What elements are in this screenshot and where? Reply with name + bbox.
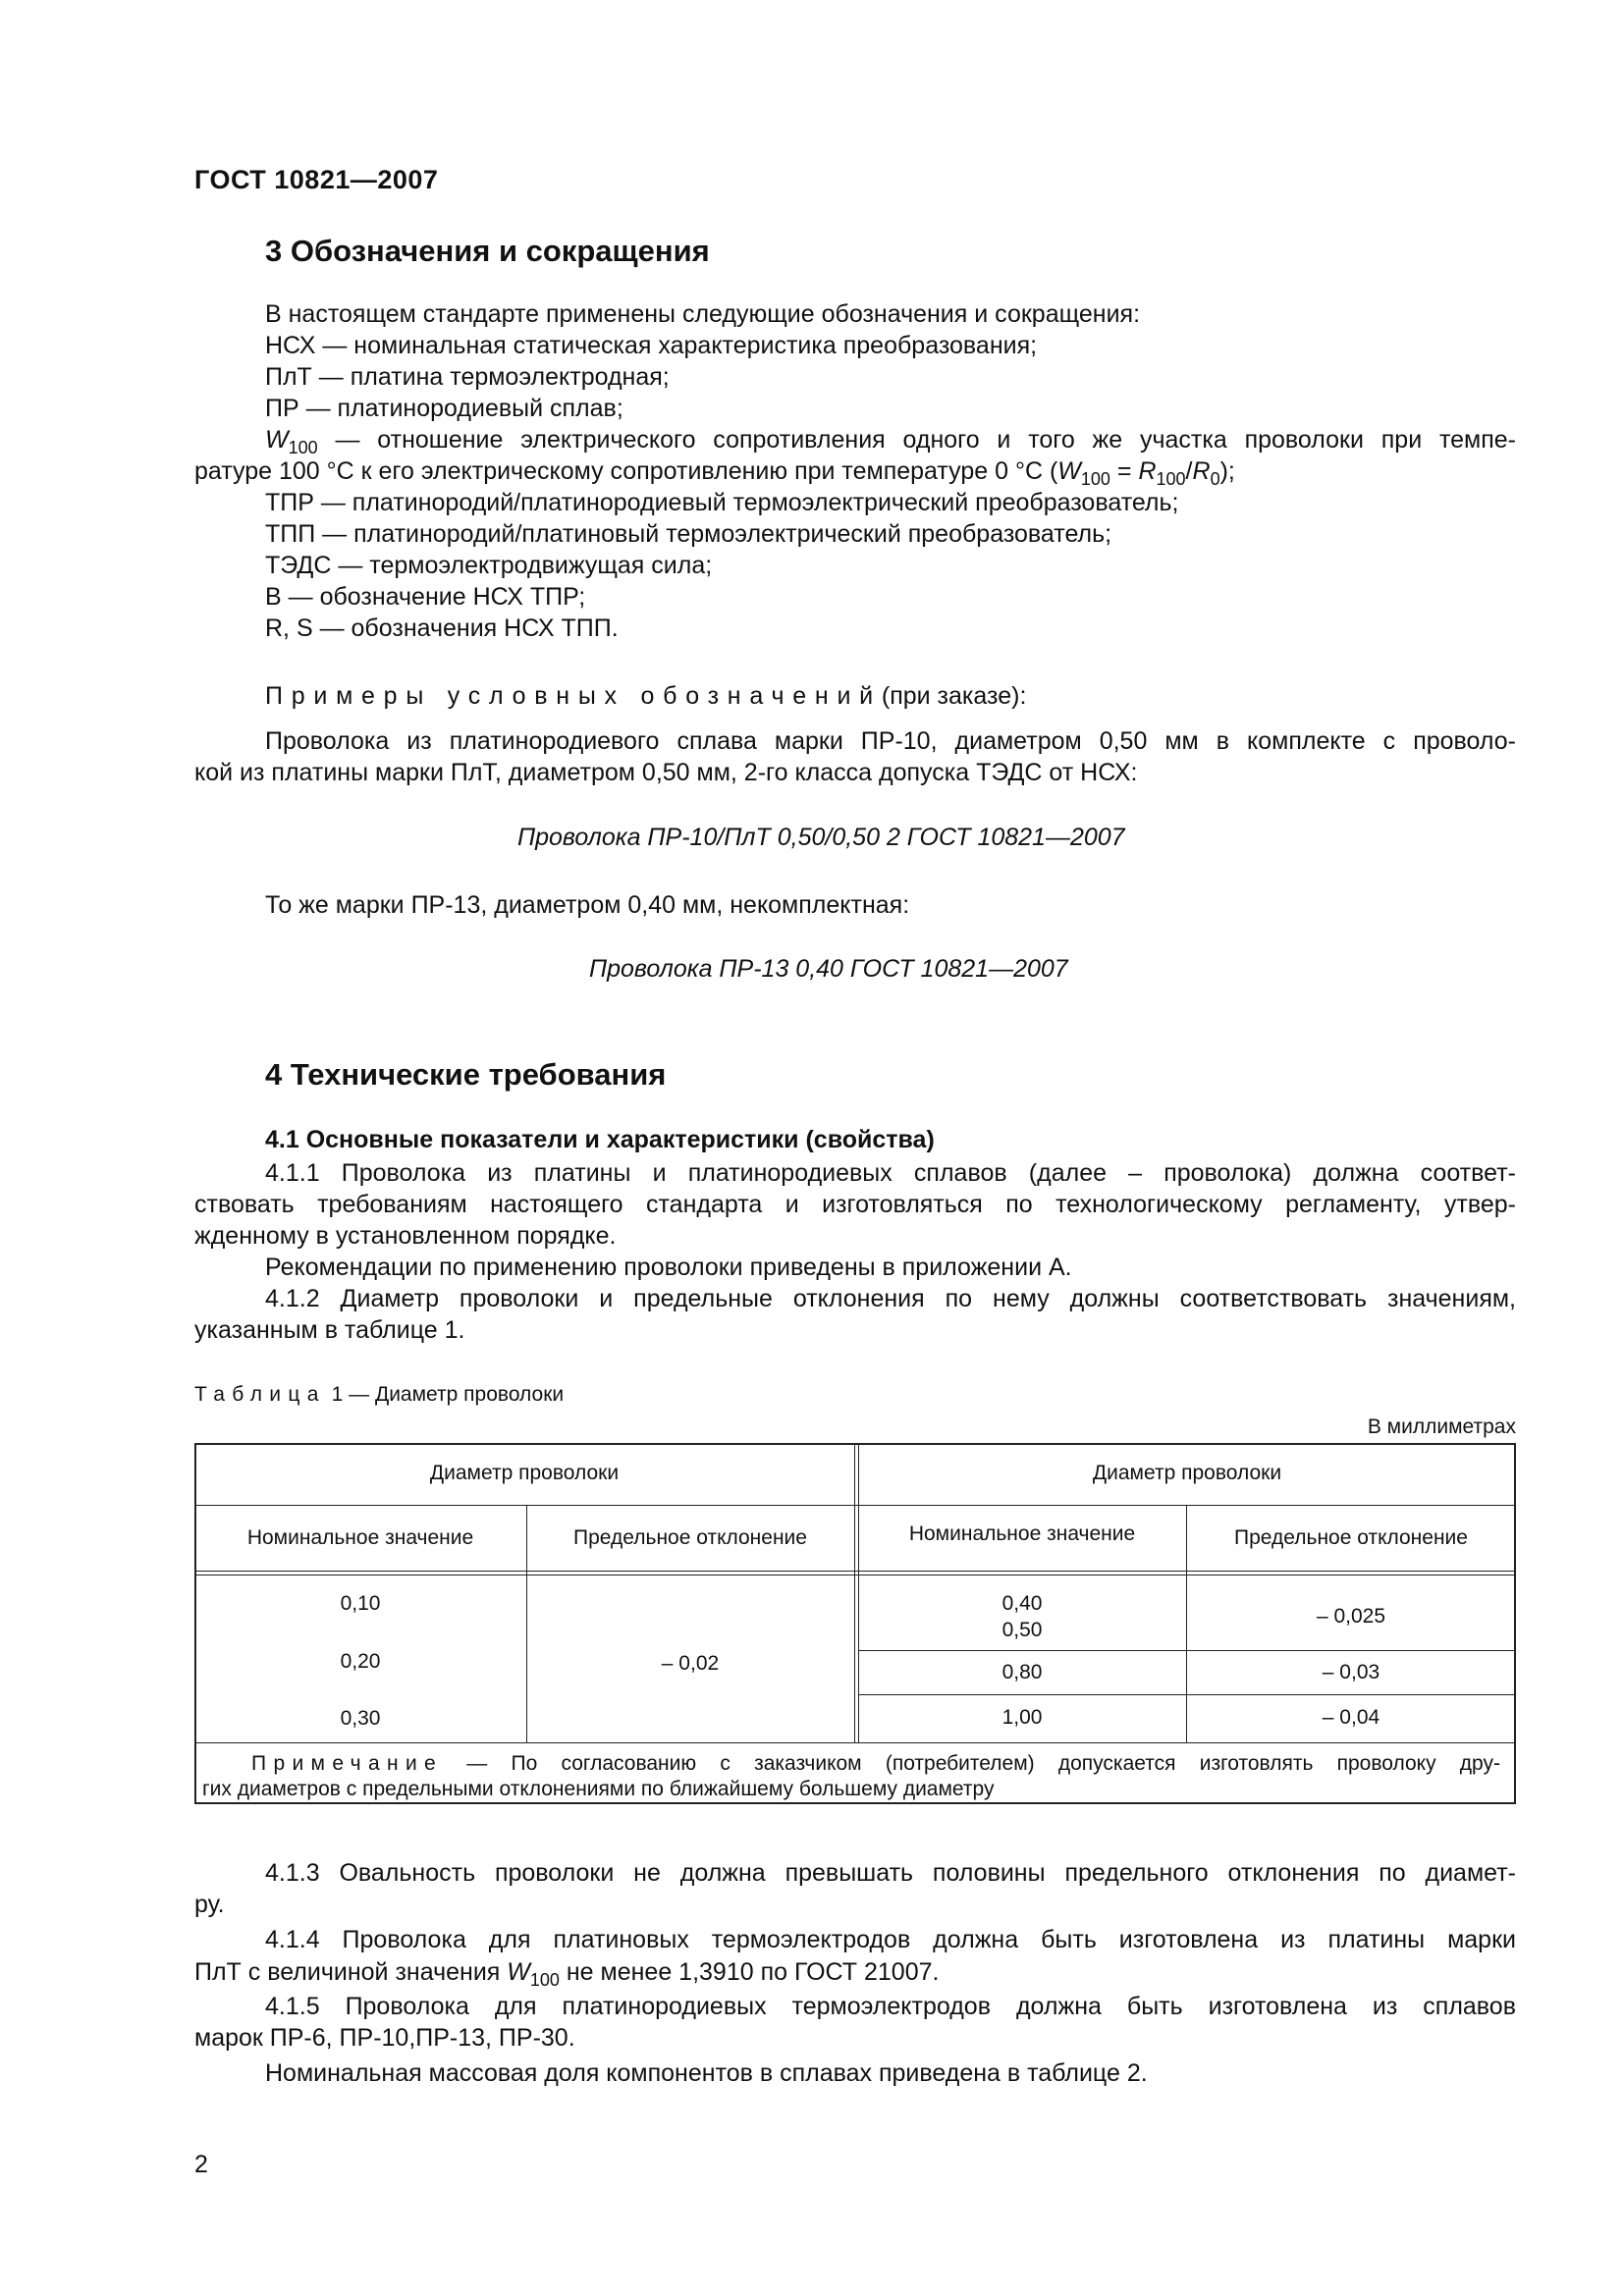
group-header-left: Диаметр проволоки [429, 1462, 620, 1484]
right-deviation-2: – 0,03 [1322, 1661, 1380, 1683]
def-nsx: НСХ — номинальная статическая характеристика преобразования; [265, 332, 1038, 359]
table-border-left [194, 1443, 196, 1804]
left-nominal-1: 0,10 [340, 1592, 381, 1615]
p411-line3: жденному в установленном порядке. [194, 1222, 617, 1250]
table-border-bottom [194, 1802, 1516, 1804]
col-nominal-right: Номинальное значение [908, 1522, 1136, 1545]
left-deviation: – 0,02 [661, 1652, 720, 1675]
def-teds: ТЭДС — термоэлектродвижущая сила; [265, 552, 713, 579]
p412-line2: указанным в таблице 1. [194, 1316, 465, 1344]
table-border-top [194, 1443, 1516, 1445]
def-w100-line2: ратуре 100 °С к его электрическому сопротивлению при температуре 0 °С $(W_{100} = R_{100}/R_0)$; [194, 457, 1235, 489]
left-nominal-2: 0,20 [340, 1650, 381, 1673]
left-nominal-3: 0,30 [340, 1707, 381, 1730]
table-divider-a [854, 1443, 855, 1743]
p413-line1: 4.1.3 Овальность проволоки не должна превышать половины предельного отклонения по диамет- [265, 1859, 1516, 1887]
table-note-line2: гих диаметров с предельными отклонениями по ближайшему большему диаметру [202, 1778, 995, 1800]
p415-line2: марок ПР-6, ПР-10,ПР-13, ПР-30. [194, 2024, 575, 2052]
group-header-right: Диаметр проволоки [1092, 1462, 1282, 1484]
right-deviation-3: – 0,04 [1322, 1706, 1380, 1729]
example1-code: Проволока ПР-10/ПлТ 0,50/0,50 2 ГОСТ 10821—2007 [517, 824, 1125, 851]
example1-line1: Проволока из платинородиевого сплава марки ПР-10, диаметром 0,50 мм в комплекте с проволо- [265, 727, 1516, 755]
def-rs: R, S — обозначения НСХ ТПП. [265, 614, 619, 642]
p-recommendations: Рекомендации по применению проволоки приведены в приложении А. [265, 1254, 1072, 1281]
section-3-title: 3 Обозначения и сокращения [265, 234, 710, 268]
table-caption: Таблица 1 — Диаметр проволоки [194, 1383, 565, 1406]
right-nominal-3: 1,00 [1001, 1706, 1043, 1729]
example2-line: То же марки ПР-13, диаметром 0,40 мм, некомплектная: [265, 891, 910, 919]
def-b: В — обозначение НСХ ТПР; [265, 583, 586, 611]
col-deviation-left: Предельное отклонение [573, 1526, 807, 1549]
sec3-intro: В настоящем стандарте применены следующие обозначения и сокращения: [265, 300, 1141, 328]
section-4-title: 4 Технические требования [265, 1057, 667, 1092]
right-nominal-1a: 0,40 [1001, 1592, 1043, 1615]
def-w100-line1: $W_{100}$ — отношение электрического сопротивления одного и того же участка проволоки при темпе- [265, 426, 1516, 457]
p-mass-fraction: Номинальная массовая доля компонентов в сплавах приведена в таблице 2. [265, 2059, 1148, 2087]
def-plt: ПлТ — платина термоэлектродная; [265, 363, 670, 391]
document-code: ГОСТ 10821—2007 [194, 165, 439, 194]
right-deviation-1: – 0,025 [1316, 1605, 1386, 1628]
table-units: В миллиметрах [1367, 1415, 1516, 1438]
page-number: 2 [194, 2151, 208, 2178]
right-nominal-1b: 0,50 [1001, 1619, 1043, 1641]
p413-line2: ру. [194, 1891, 225, 1918]
table-hline-r1 [858, 1650, 1516, 1651]
table-hline-1 [194, 1505, 1516, 1506]
def-pr: ПР — платинородиевый сплав; [265, 395, 623, 422]
p414-line2: ПлТ с величиной значения $W_{100}$ не менее 1,3910 по ГОСТ 21007. [194, 1958, 940, 1990]
diameter-table [194, 1443, 1516, 1804]
def-tpp: ТПП — платинородий/платиновый термоэлектрический преобразователь; [265, 520, 1112, 548]
example1-line2: кой из платины марки ПлТ, диаметром 0,50 мм, 2-го класса допуска ТЭДС от НСХ: [194, 759, 1138, 786]
p412-line1: 4.1.2 Диаметр проволоки и предельные отклонения по нему должны соответствовать значениям, [265, 1285, 1516, 1312]
col-deviation-right: Предельное отклонение [1234, 1526, 1468, 1549]
table-hline-2a [194, 1571, 1516, 1572]
p411-line2: ствовать требованиям настоящего стандарта и изготовляться по технологическому регламенту, утвер- [194, 1191, 1516, 1218]
p411-line1: 4.1.1 Проволока из платины и платинородиевых сплавов (далее – проволока) должна соответ- [265, 1159, 1516, 1187]
right-nominal-2: 0,80 [1001, 1661, 1043, 1683]
p414-line1: 4.1.4 Проволока для платиновых термоэлектродов должна быть изготовлена из платины марки [265, 1926, 1516, 1953]
col-nominal-left: Номинальное значение [246, 1526, 474, 1549]
example2-code: Проволока ПР-13 0,40 ГОСТ 10821—2007 [589, 955, 1068, 983]
examples-heading: Примеры условных обозначений(при заказе): [265, 682, 1027, 710]
subsection-4-1-title: 4.1 Основные показатели и характеристики (свойства) [265, 1126, 935, 1153]
def-tpr: ТПР — платинородий/платинородиевый термоэлектрический преобразователь; [265, 489, 1179, 516]
p415-line1: 4.1.5 Проволока для платинородиевых термоэлектродов должна быть изготовлена из сплавов [265, 1993, 1516, 2020]
table-hline-r2 [858, 1694, 1516, 1695]
table-note-line1: Примечание — По согласованию с заказчиком (потребителем) допускается изготовлять проволоку дру- [251, 1752, 1500, 1775]
table-hline-note [194, 1742, 1516, 1743]
